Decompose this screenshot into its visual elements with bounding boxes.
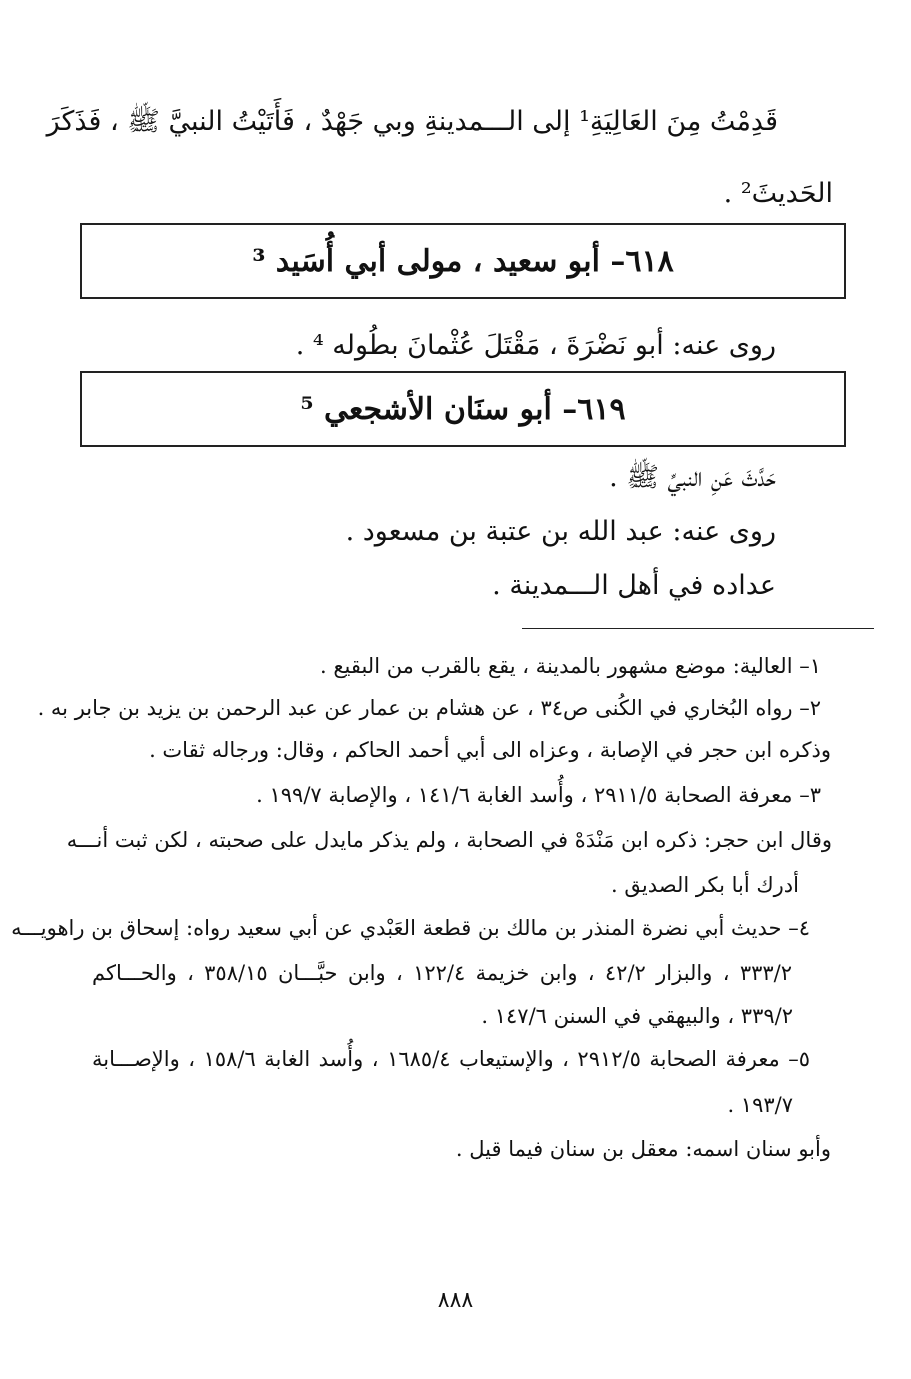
entry-619-title: ٦١٩– أبو سنَان الأشجعي ⁵ — [300, 391, 626, 427]
entry-619-line-2: روى عنه: عبد الله بن عتبة بن مسعود . — [345, 516, 776, 547]
footnote-line: أدرك أبا بكر الصديق . — [611, 873, 799, 897]
entry-619-header-box — [80, 371, 846, 447]
entry-618-title: ٦١٨– أبو سعيد ، مولى أبي أُسَيد ³ — [252, 243, 674, 279]
footnote-line: وذكره ابن حجر في الإصابة ، وعزاه الى أبي أحمد الحاكم ، وقال: ورجاله ثقات . — [149, 738, 831, 762]
footnote-separator — [522, 628, 874, 629]
footnote-line: ٣– معرفة الصحابة ٢٩١١/٥ ، وأُسد الغابة ١٤١/٦ ، والإصابة ١٩٩/٧ . — [256, 783, 821, 807]
footnote-line: ١٩٣/٧ . — [727, 1093, 793, 1117]
footnote-line: وقال ابن حجر: ذكره ابن مَنْدَهْ في الصحابة ، ولم يذكر مايدل على صحبته ، لكن ثبت أنـــه — [66, 828, 832, 852]
entry-618-narrated-by: روى عنه: أبو نَضْرَةَ ، مَقْتَلَ عُثْمانَ بطُوله ⁴ . — [295, 330, 776, 361]
intro-line-1: قَدِمْتُ مِنَ العَالِيَةِ¹ إلى الـــمدينةِ وبي جَهْدٌ ، فَأَتَيْتُ النبيَّ ﷺ ، فَذَكَرَ — [46, 106, 778, 137]
entry-619-line-3: عداده في أهل الـــمدينة . — [492, 570, 776, 601]
footnote-line: ١– العالية: موضع مشهور بالمدينة ، يقع بالقرب من البقيع . — [319, 654, 821, 678]
footnote-line: وأبو سنان اسمه: معقل بن سنان فيما قيل . — [455, 1137, 831, 1161]
footnote-line: ٤– حديث أبي نضرة المنذر بن مالك بن قطعة العَبْدي عن أبي سعيد رواه: إسحاق بن راهويـــه — [11, 916, 810, 940]
intro-line-2: الحَديثَ² . — [723, 178, 833, 209]
footnote-line: ٣٣٣/٢ ، والبزار ٤٢/٢ ، وابن خزيمة ١٢٢/٤ ، وابن حبَّـــان ٣٥٨/١٥ ، والحـــاكم — [92, 961, 793, 985]
entry-618-header-box — [80, 223, 846, 299]
entry-619-line-1: حَدَّثَ عَنِ النبيِّ ﷺ . — [609, 462, 776, 493]
footnote-line: ٣٣٩/٢ ، والبيهقي في السنن ١٤٧/٦ . — [481, 1004, 793, 1028]
page-number: ٨٨٨ — [437, 1288, 474, 1313]
footnote-line: ٢– رواه البُخاري في الكُنى ص٣٤ ، عن هشام بن عمار عن عبد الرحمن بن يزيد بن جابر به . — [37, 696, 821, 720]
footnote-line: ٥– معرفة الصحابة ٢٩١٢/٥ ، والإستيعاب ١٦٨٥/٤ ، وأُسد الغابة ١٥٨/٦ ، والإصـــابة — [92, 1047, 811, 1071]
